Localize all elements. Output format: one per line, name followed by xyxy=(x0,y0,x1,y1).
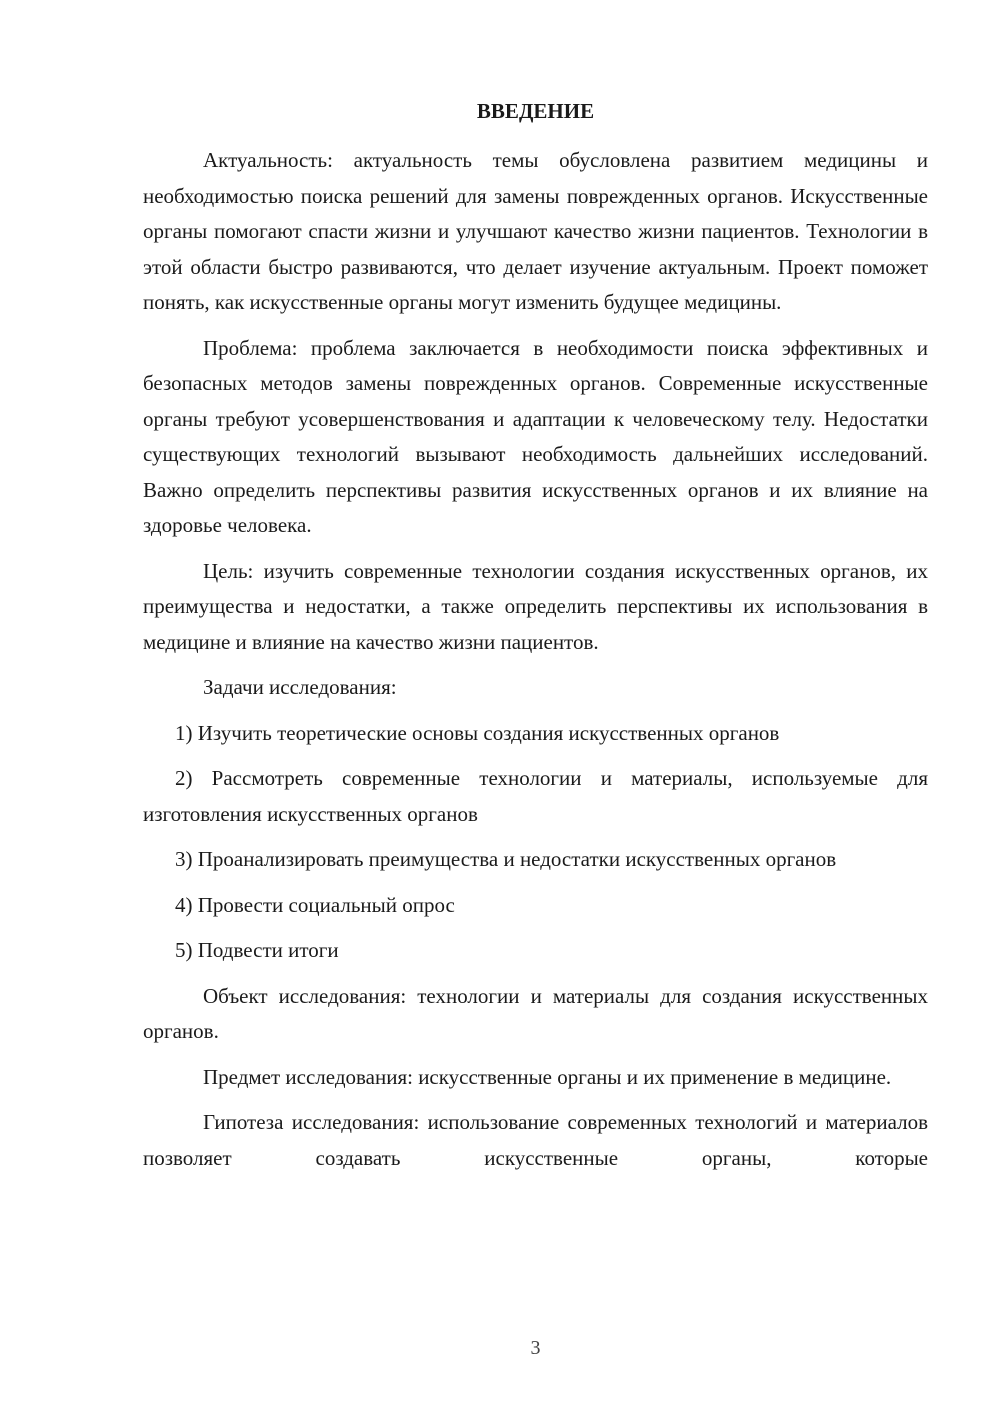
task-item-3: 3) Проанализировать преимущества и недостатки искусственных органов xyxy=(175,847,837,871)
paragraph-problem: Проблема: проблема заключается в необходимости поиска эффективных и безопасных методов замены поврежденных органов. Современные искусственные органы требуют усовершенствования и адаптации к человеческому телу. Недостатки существующих технологий вызывают необходимость дальнейших исследований. Важно определить перспективы развития искусственных органов и их влияние на здоровье человека. xyxy=(143,335,928,537)
section-title: ВВЕДЕНИЕ xyxy=(476,99,595,123)
task-item-4: 4) Провести социальный опрос xyxy=(175,892,455,917)
paragraph-hypothesis: Гипотеза исследования: использование современных технологий и материалов позволяет создавать искусственные органы, которые xyxy=(143,1110,928,1170)
paragraph-goal: Цель: изучить современные технологии создания искусственных органов, их преимущества и недостатки, а также определить перспективы их использования в медицине и влияние на качество жизни пациентов. xyxy=(143,558,928,654)
document-body xyxy=(143,143,928,1176)
paragraph-tasks-heading: Задачи исследования: xyxy=(203,675,397,699)
paragraph-subject: Предмет исследования: искусственные органы и их применение в медицине. xyxy=(203,1064,892,1089)
paragraph-object: Объект исследования: технологии и материалы для создания искусственных органов. xyxy=(143,983,928,1043)
task-item-5: 5) Подвести итоги xyxy=(175,938,339,962)
task-item-2: 2) Рассмотреть современные технологии и материалы, используемые для изготовления искусственных органов xyxy=(143,766,928,826)
task-item-1: 1) Изучить теоретические основы создания искусственных органов xyxy=(175,720,780,745)
paragraph-relevance: Актуальность: актуальность темы обусловлена развитием медицины и необходимостью поиска решений для замены поврежденных органов. Искусственные органы помогают спасти жизни и улучшают качество жизни пациентов. Технологии в этой области быстро развиваются, что делает изучение актуальным. Проект поможет понять, как искусственные органы могут изменить будущее медицины. xyxy=(143,148,928,314)
page-number: 3 xyxy=(530,1337,541,1359)
